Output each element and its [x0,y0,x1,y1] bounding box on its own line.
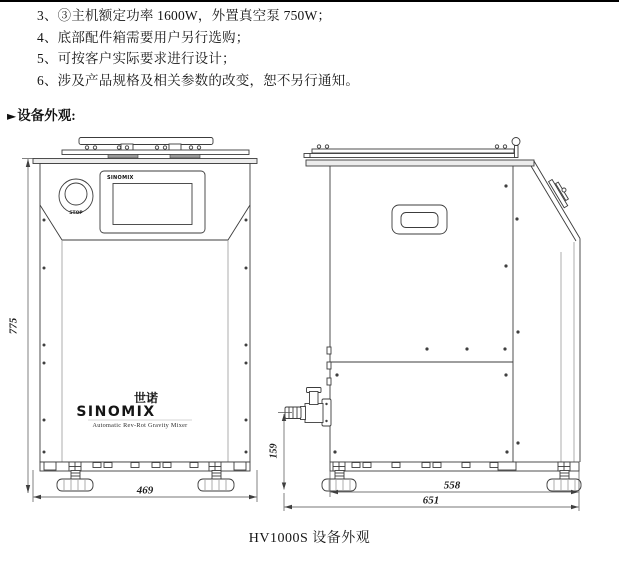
dim-height-775: 775 [7,317,20,335]
dim-port-height-159: 159 [268,443,280,459]
dim-depth-558: 558 [443,479,461,492]
stop-button-label: STOP [69,211,83,216]
note-line-6: 6、涉及产品规格及相关参数的改变，恕不另行通知。 [37,72,360,88]
touch-screen-panel [100,171,205,233]
vacuum-port-fitting [285,388,331,427]
dim-total-depth-651: 651 [422,494,440,507]
logo-chinese-text: 世诺 [133,391,159,405]
dim-width-469: 469 [136,484,154,497]
logo-latin-text: SINOMIX [76,404,156,420]
panel-brand-label: SINOMIX [107,175,134,181]
note-line-3: 3、③主机额定功率 1600W，外置真空泵 750W； [37,8,332,23]
figure-caption: HV1000S 设备外观 [248,531,371,546]
front-view-drawing [33,138,257,492]
side-view-drawing [285,138,581,492]
note-line-5: 5、可按客户实际要求进行设计； [37,51,236,67]
side-top-rail [304,138,520,158]
note-line-4: 4、底部配件箱需要用户另行选购； [37,29,250,45]
logo-tagline-text: Automatic Rev-Rot Gravity Mixer [92,422,188,429]
front-top-plate [62,138,249,159]
arrow-bullet-icon: ► [7,109,17,123]
handle-recess [392,205,447,234]
section-heading-text: 设备外观: [17,108,76,123]
